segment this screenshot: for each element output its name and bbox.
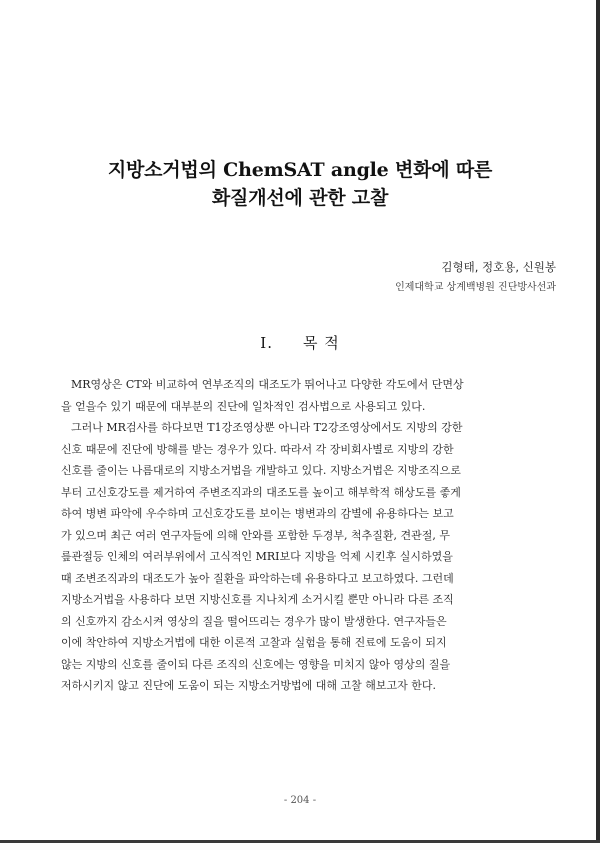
paragraph-2-line: 지방소거법을 사용하다 보면 지방신호를 지나치게 소거시킬 뿐만 아니라 다른 조직 bbox=[61, 593, 454, 606]
paragraph-2-line: 부터 고신호강도를 제거하여 주변조직과의 대조도를 높이고 해부학적 해상도를 좋게 bbox=[61, 485, 461, 499]
paragraph-2-line: 이에 착안하여 지방소거법에 대한 이론적 고찰과 실험을 통해 진료에 도움이 되지 bbox=[61, 636, 447, 649]
paragraph-2-line: 신호 때문에 진단에 방해를 받는 경우가 있다. 따라서 각 장비회사별로 지방의 강한 bbox=[61, 442, 454, 456]
page-number: - 204 - bbox=[283, 795, 317, 806]
author-affiliation: 인제대학교 상계백병원 진단방사선과 bbox=[395, 282, 556, 293]
section-number: Ⅰ. bbox=[260, 334, 273, 352]
paper-title-line-1: 지방소거법의 ChemSAT angle 변화에 따른 bbox=[107, 159, 493, 181]
paragraph-2-line: 저하시키지 않고 진단에 도움이 되는 지방소거방법에 대해 고찰 해보고자 한다. bbox=[61, 679, 436, 692]
paragraph-2-line: 신호를 줄이는 나름대로의 지방소거법을 개발하고 있다. 지방소거법은 지방조직으로 bbox=[61, 464, 461, 477]
paragraph-2-line: 릎관절등 인체의 여러부위에서 고식적인 MRI보다 지방을 억제 시킨후 실시하였을 bbox=[61, 550, 453, 563]
section-heading bbox=[0, 332, 600, 353]
paragraph-2-line: 그러나 MR검사를 하다보면 T1강조영상뿐 아니라 T2강조영상에서도 지방의 강한 bbox=[71, 421, 463, 434]
paragraph-2-line: 가 있으며 최근 여러 연구자들에 의해 안와를 포함한 두경부, 척추질환, 견관절, 무 bbox=[61, 528, 450, 542]
paragraph-2-line: 하여 병변 파악에 우수하며 고신호강도를 보이는 병변과의 감별에 유용하다는 보고 bbox=[61, 507, 454, 520]
scan-right-edge bbox=[596, 0, 600, 843]
author-list: 김형태, 정호용, 신원봉 bbox=[441, 260, 556, 274]
body-text bbox=[61, 374, 558, 697]
paragraph-2-line: 때 조변조직과의 대조도가 높아 질환을 파악하는데 유용하다고 보고하였다. 그런데 bbox=[61, 571, 454, 585]
paragraph-2-line: 의 신호까지 감소시켜 영상의 질을 떨어뜨리는 경우가 많이 발생한다. 연구자들은 bbox=[61, 614, 447, 628]
paragraph-2-line: 않는 지방의 신호를 줄이되 다른 조직의 신호에는 영향을 미치지 않아 영상의 질을 bbox=[61, 657, 451, 671]
section-title: 목 적 bbox=[302, 334, 340, 352]
paragraph-1-line: 을 얻을수 있기 때문에 대부분의 진단에 일차적인 검사법으로 사용되고 있다. bbox=[61, 399, 426, 413]
paragraph-1-line: MR영상은 CT와 비교하여 연부조직의 대조도가 뛰어나고 다양한 각도에서 단면상 bbox=[71, 378, 464, 391]
paper-title-line-2: 화질개선에 관한 고찰 bbox=[211, 187, 389, 209]
